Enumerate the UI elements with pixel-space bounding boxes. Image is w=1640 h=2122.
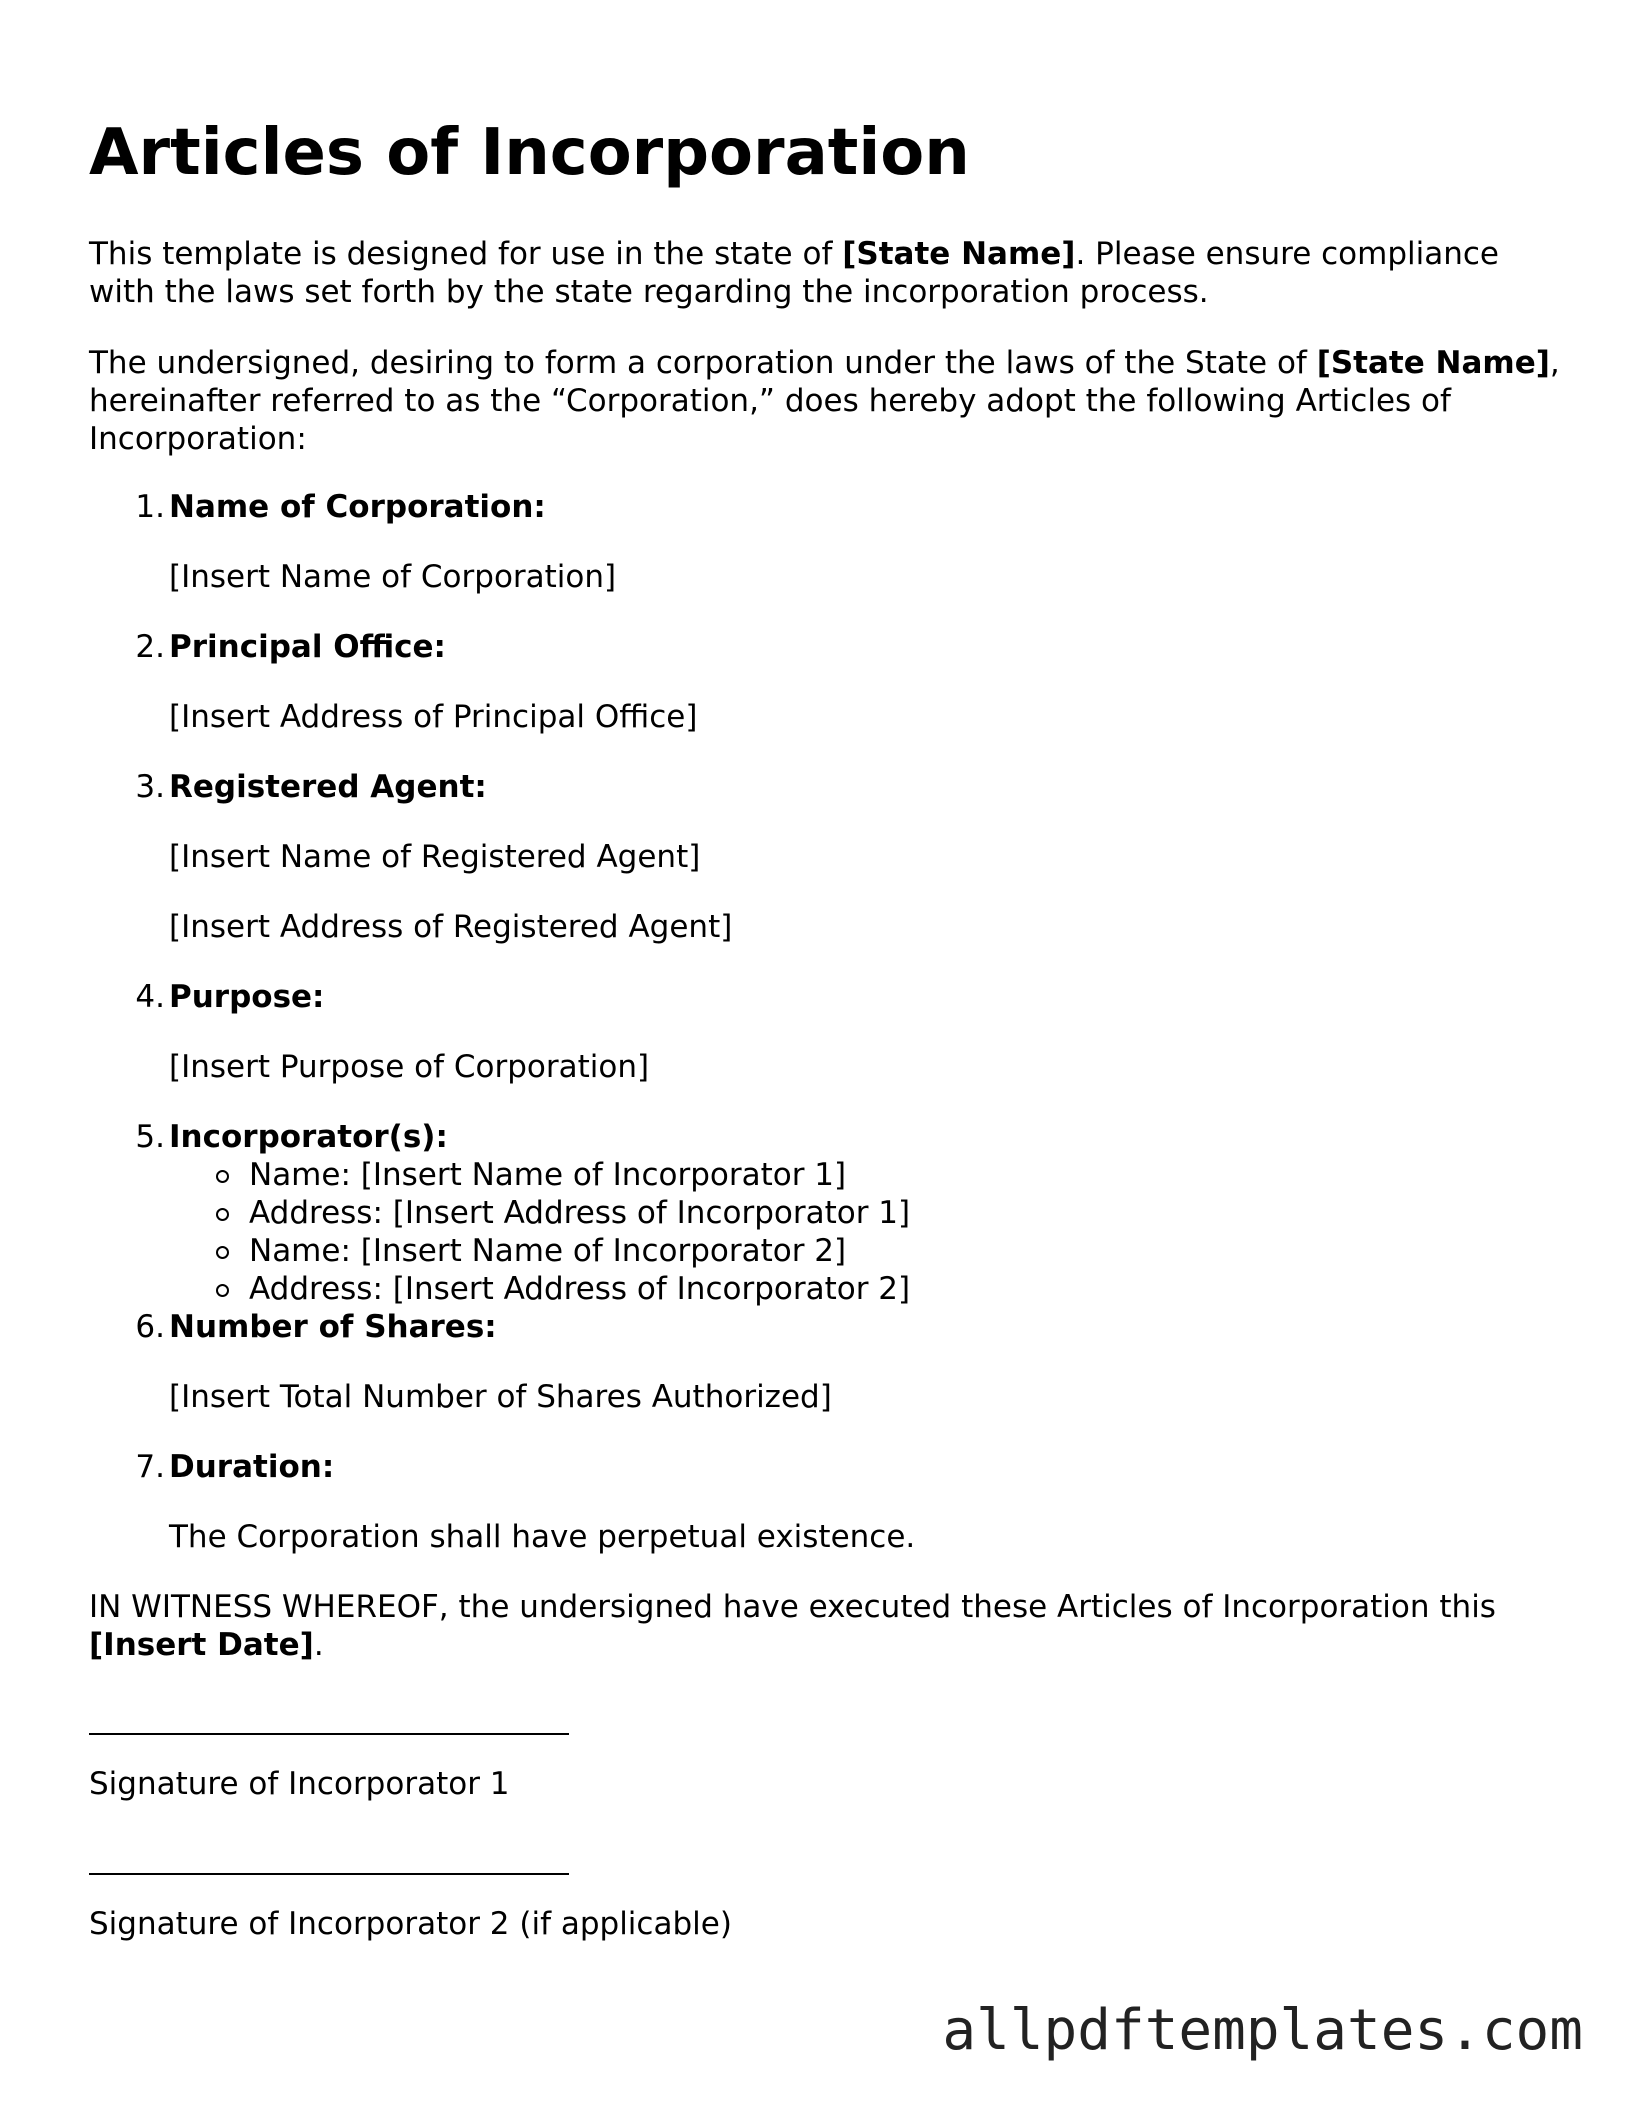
article-2-number: 2.: [135, 629, 165, 665]
incorporator-bullet-2-text: Address: [Insert Address of Incorporator 1]: [249, 1195, 911, 1231]
circle-bullet-icon: [216, 1246, 229, 1259]
article-4-heading: [135, 978, 325, 1016]
article-3-heading: [135, 768, 487, 806]
watermark-text: allpdftemplates.com: [942, 1998, 1583, 2063]
signature-label-2: Signature of Incorporator 2 (if applicable): [89, 1906, 732, 1942]
signature-line-2: [89, 1873, 569, 1875]
article-3-line-1: [Insert Name of Registered Agent]: [169, 839, 701, 875]
article-1-heading-text: Name of Corporation:: [169, 489, 546, 525]
incorporator-bullet-1-text: Name: [Insert Name of Incorporator 1]: [249, 1157, 847, 1193]
preamble-paragraph: [89, 344, 1569, 458]
article-6-line: [Insert Total Number of Shares Authorized]: [169, 1379, 832, 1415]
witness-text-before: IN WITNESS WHEREOF, the undersigned have executed these Articles of Incorporation this: [89, 1589, 1496, 1625]
circle-bullet-icon: [216, 1208, 229, 1221]
intro-text-before: This template is designed for use in the state of: [89, 236, 843, 272]
incorporator-bullet-3: [249, 1232, 846, 1270]
incorporator-bullet-1: [249, 1156, 846, 1194]
intro-text-after: . Please ensure compliance with the laws set forth by the state regarding the incorporation process.: [89, 236, 1499, 310]
article-4-line: [Insert Purpose of Corporation]: [169, 1049, 650, 1085]
article-7-heading-text: Duration:: [169, 1449, 335, 1485]
document-title: Articles of Incorporation: [89, 116, 970, 190]
incorporator-bullet-4-text: Address: [Insert Address of Incorporator 2]: [249, 1271, 911, 1307]
article-7-number: 7.: [135, 1449, 165, 1485]
article-2-heading-text: Principal Office:: [169, 629, 446, 665]
article-1-line: [Insert Name of Corporation]: [169, 559, 617, 595]
signature-line-1: [89, 1733, 569, 1735]
signature-label-1: Signature of Incorporator 1: [89, 1766, 510, 1802]
article-3-line-2: [Insert Address of Registered Agent]: [169, 909, 733, 945]
article-4-number: 4.: [135, 979, 165, 1015]
circle-bullet-icon: [216, 1170, 229, 1183]
article-5-heading-text: Incorporator(s):: [169, 1119, 448, 1155]
preamble-state-placeholder: [State Name]: [1316, 345, 1550, 381]
article-7-line: The Corporation shall have perpetual existence.: [169, 1519, 916, 1555]
intro-paragraph: [89, 235, 1569, 311]
article-1-heading: [135, 488, 546, 526]
preamble-text-before: The undersigned, desiring to form a corporation under the laws of the State of: [89, 345, 1317, 381]
intro-state-placeholder: [State Name]: [842, 236, 1076, 272]
article-4-heading-text: Purpose:: [169, 979, 325, 1015]
incorporator-bullet-2: [249, 1194, 910, 1232]
witness-date-placeholder: [Insert Date]: [89, 1627, 314, 1663]
article-5-heading: [135, 1118, 448, 1156]
article-6-heading-text: Number of Shares:: [169, 1309, 497, 1345]
article-2-line: [Insert Address of Principal Office]: [169, 699, 698, 735]
witness-paragraph: [89, 1588, 1569, 1664]
article-3-heading-text: Registered Agent:: [169, 769, 487, 805]
article-7-heading: [135, 1448, 335, 1486]
article-5-number: 5.: [135, 1119, 165, 1155]
article-6-heading: [135, 1308, 497, 1346]
article-6-number: 6.: [135, 1309, 165, 1345]
incorporator-bullet-4: [249, 1270, 910, 1308]
article-1-number: 1.: [135, 489, 165, 525]
preamble-text-after: , hereinafter referred to as the “Corporation,” does hereby adopt the following Articles of Incorporation:: [89, 345, 1560, 457]
article-3-number: 3.: [135, 769, 165, 805]
article-2-heading: [135, 628, 446, 666]
witness-text-after: .: [313, 1627, 324, 1663]
circle-bullet-icon: [216, 1284, 229, 1297]
incorporator-bullet-3-text: Name: [Insert Name of Incorporator 2]: [249, 1233, 847, 1269]
